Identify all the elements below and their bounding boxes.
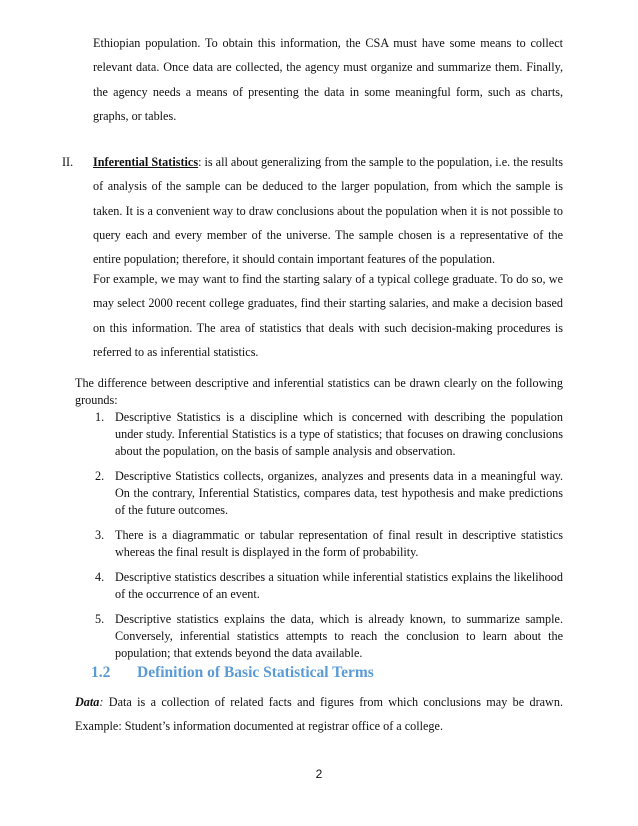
example-paragraph: For example, we may want to find the starting salary of a typical college graduate. To do so, we may select 2000 recent college graduates, find their starting salaries, and make a decision based on this information. The area of statistics that deals with such decision-making procedures is referred to as inferential statistics.: [93, 272, 563, 360]
section-heading-title: Definition of Basic Statistical Terms: [137, 664, 374, 681]
list-item: [75, 527, 563, 561]
data-definition-text: Data is a collection of related facts and figures from which conclusions may be drawn. Example: Student’s information documented at registrar office of a college.: [75, 695, 563, 734]
section-heading-number: 1.2: [91, 664, 111, 681]
data-term: Data: [75, 695, 100, 709]
list-item-number: 2.: [95, 469, 105, 483]
list-item-text: Descriptive statistics explains the data, which is already known, to summarize sample. Conversely, inferential statistics attempts to reach the conclusion to learn about the population; that extends beyond the data available.: [115, 612, 563, 660]
list-item: [75, 468, 563, 519]
inferential-statistics-term: Inferential Statistics: [93, 155, 199, 169]
page-number: 2: [315, 767, 323, 781]
data-definition-paragraph: [75, 690, 563, 738]
continuation-paragraph: Ethiopian population. To obtain this information, the CSA must have some means to collect relevant data. Once data are collected, the agency must organize and summarize them. Finally, the agency needs a means of presenting the data in some meaningful form, such as charts, graphs, or tables.: [93, 36, 563, 123]
list-item-text: Descriptive statistics describes a situation while inferential statistics explains the likelihood of the occurrence of an event.: [115, 570, 563, 601]
data-term-colon: :: [99, 695, 104, 709]
section-heading: [91, 664, 374, 682]
list-item: [75, 569, 563, 603]
differences-intro: The difference between descriptive and inferential statistics can be drawn clearly on the following grounds:: [75, 376, 563, 407]
inferential-statistics-paragraph: [93, 150, 563, 271]
list-item-text: Descriptive Statistics is a discipline which is concerned with describing the population under study. Inferential Statistics is a type of statistics; that focuses on drawing conclusions about the population, on the basis of sample analysis and observation.: [115, 410, 563, 458]
list-item-text: There is a diagrammatic or tabular representation of final result in descriptive statistics whereas the final result is displayed in the form of probability.: [115, 528, 563, 559]
section-roman-numeral: II.: [62, 155, 74, 169]
list-item-number: 1.: [95, 410, 105, 424]
inferential-statistics-definition: : is all about generalizing from the sample to the population, i.e. the results of analysis of the sample can be deduced to the larger population, from which the sample is taken. It is a convenient way to draw conclusions about the population when it is not possible to query each and every member of the universe. The sample chosen is a representative of the entire population; therefore, it should contain important features of the population.: [93, 155, 563, 267]
list-item-number: 5.: [95, 612, 105, 626]
list-item-number: 4.: [95, 570, 105, 584]
list-item: [75, 409, 563, 460]
list-item-number: 3.: [95, 528, 105, 542]
list-item-text: Descriptive Statistics collects, organizes, analyzes and presents data in a meaningful way. On the contrary, Inferential Statistics, compares data, test hypothesis and make predictions of the future outcomes.: [115, 469, 563, 517]
differences-list: [75, 409, 563, 670]
list-item: [75, 611, 563, 662]
